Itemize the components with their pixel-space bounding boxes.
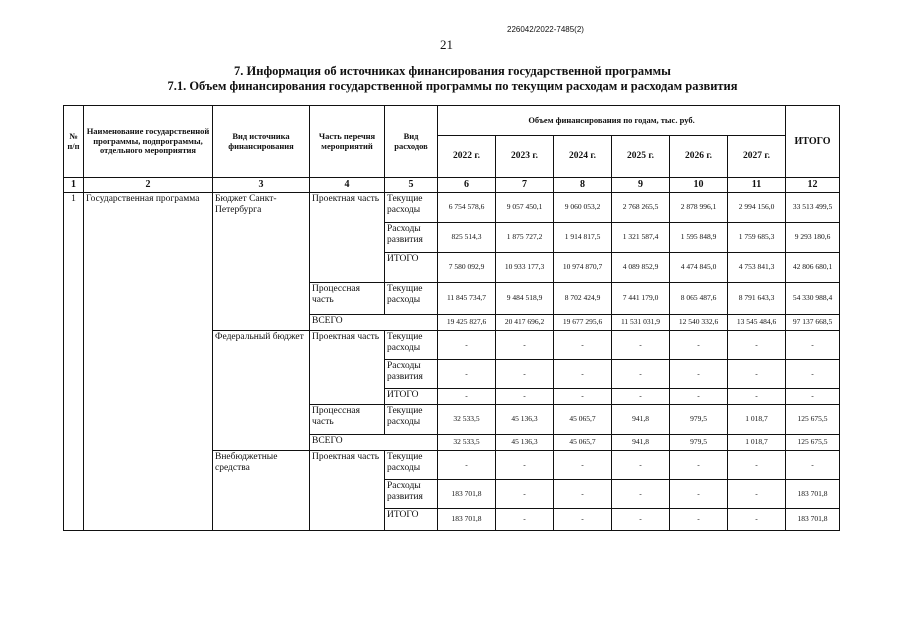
table-row bbox=[64, 193, 840, 223]
value-cell: 32 533,5 bbox=[438, 405, 496, 435]
value-cell: - bbox=[670, 451, 728, 480]
expense-itogo: ИТОГО bbox=[385, 509, 438, 531]
column-number: 7 bbox=[496, 178, 554, 193]
value-cell: 979,5 bbox=[670, 435, 728, 451]
header-expense-type: Вид расходов bbox=[385, 106, 438, 178]
row-number: 1 bbox=[64, 193, 84, 531]
value-cell: - bbox=[670, 509, 728, 531]
total-cell: - bbox=[786, 331, 840, 360]
value-cell: 1 018,7 bbox=[728, 405, 786, 435]
value-cell: 7 580 092,9 bbox=[438, 253, 496, 283]
expense-current: Текущие расходы bbox=[385, 193, 438, 223]
page-number: 21 bbox=[440, 37, 453, 52]
total-cell: - bbox=[786, 360, 840, 389]
value-cell: - bbox=[554, 389, 612, 405]
header-total: ИТОГО bbox=[786, 106, 840, 178]
value-cell: - bbox=[554, 480, 612, 509]
value-cell: 12 540 332,6 bbox=[670, 315, 728, 331]
value-cell: 9 060 053,2 bbox=[554, 193, 612, 223]
value-cell: - bbox=[612, 331, 670, 360]
value-cell: 45 065,7 bbox=[554, 405, 612, 435]
value-cell: - bbox=[728, 331, 786, 360]
value-cell: 825 514,3 bbox=[438, 223, 496, 253]
total-cell: - bbox=[786, 389, 840, 405]
column-number: 9 bbox=[612, 178, 670, 193]
value-cell: - bbox=[438, 360, 496, 389]
value-cell: - bbox=[612, 480, 670, 509]
expense-itogo: ИТОГО bbox=[385, 389, 438, 405]
column-number: 3 bbox=[213, 178, 310, 193]
value-cell: 941,8 bbox=[612, 435, 670, 451]
header-year: 2022 г. bbox=[438, 136, 496, 178]
expense-current: Текущие расходы bbox=[385, 451, 438, 480]
total-cell: - bbox=[786, 451, 840, 480]
value-cell: - bbox=[438, 451, 496, 480]
expense-development: Расходы развития bbox=[385, 223, 438, 253]
total-cell: 125 675,5 bbox=[786, 435, 840, 451]
part-project: Проектная часть bbox=[310, 331, 385, 405]
total-cell: 125 675,5 bbox=[786, 405, 840, 435]
expense-itogo: ИТОГО bbox=[385, 253, 438, 283]
value-cell: 45 136,3 bbox=[496, 435, 554, 451]
vsego-label: ВСЕГО bbox=[310, 315, 438, 331]
value-cell: - bbox=[496, 480, 554, 509]
program-name: Государственная программа bbox=[84, 193, 213, 531]
column-number: 2 bbox=[84, 178, 213, 193]
part-project: Проектная часть bbox=[310, 193, 385, 283]
header-year: 2025 г. bbox=[612, 136, 670, 178]
value-cell: - bbox=[554, 360, 612, 389]
value-cell: 11 845 734,7 bbox=[438, 283, 496, 315]
expense-current: Текущие расходы bbox=[385, 405, 438, 435]
header-year: 2027 г. bbox=[728, 136, 786, 178]
value-cell: - bbox=[670, 360, 728, 389]
value-cell: 45 065,7 bbox=[554, 435, 612, 451]
source-spb-budget: Бюджет Санкт-Петербурга bbox=[213, 193, 310, 331]
value-cell: 1 914 817,5 bbox=[554, 223, 612, 253]
column-number: 4 bbox=[310, 178, 385, 193]
value-cell: 10 933 177,3 bbox=[496, 253, 554, 283]
source-extra-budgetary: Внебюджетные средства bbox=[213, 451, 310, 531]
header-name: Наименование государственной программы, подпрограммы, отдельного мероприятия bbox=[84, 106, 213, 178]
value-cell: - bbox=[612, 389, 670, 405]
value-cell: 19 677 295,6 bbox=[554, 315, 612, 331]
expense-development: Расходы развития bbox=[385, 480, 438, 509]
part-process: Процессная часть bbox=[310, 283, 385, 315]
value-cell: 1 759 685,3 bbox=[728, 223, 786, 253]
expense-current: Текущие расходы bbox=[385, 331, 438, 360]
value-cell: - bbox=[728, 389, 786, 405]
total-cell: 183 701,8 bbox=[786, 509, 840, 531]
value-cell: 8 065 487,6 bbox=[670, 283, 728, 315]
value-cell: - bbox=[612, 509, 670, 531]
value-cell: 1 018,7 bbox=[728, 435, 786, 451]
value-cell: 6 754 578,6 bbox=[438, 193, 496, 223]
value-cell: 1 595 848,9 bbox=[670, 223, 728, 253]
value-cell: - bbox=[496, 509, 554, 531]
header-num: № п/п bbox=[64, 106, 84, 178]
expense-current: Текущие расходы bbox=[385, 283, 438, 315]
value-cell: 183 701,8 bbox=[438, 480, 496, 509]
value-cell: - bbox=[438, 331, 496, 360]
value-cell: 8 702 424,9 bbox=[554, 283, 612, 315]
column-number: 8 bbox=[554, 178, 612, 193]
value-cell: - bbox=[728, 360, 786, 389]
total-cell: 33 513 499,5 bbox=[786, 193, 840, 223]
value-cell: 4 089 852,9 bbox=[612, 253, 670, 283]
value-cell: - bbox=[496, 331, 554, 360]
value-cell: 1 321 587,4 bbox=[612, 223, 670, 253]
total-cell: 54 330 988,4 bbox=[786, 283, 840, 315]
value-cell: 9 057 450,1 bbox=[496, 193, 554, 223]
header-source: Вид источника финансирования bbox=[213, 106, 310, 178]
header-volume: Объем финансирования по годам, тыс. руб. bbox=[438, 106, 786, 136]
financing-table bbox=[63, 105, 840, 531]
value-cell: - bbox=[554, 451, 612, 480]
total-cell: 42 806 680,1 bbox=[786, 253, 840, 283]
total-cell: 183 701,8 bbox=[786, 480, 840, 509]
vsego-label: ВСЕГО bbox=[310, 435, 438, 451]
value-cell: - bbox=[728, 480, 786, 509]
value-cell: - bbox=[438, 389, 496, 405]
subsection-title: 7.1. Объем финансирования государственной программы по текущим расходам и расходам развития bbox=[167, 79, 738, 93]
document-number: 226042/2022-7485(2) bbox=[507, 25, 584, 34]
value-cell: - bbox=[554, 509, 612, 531]
column-number: 6 bbox=[438, 178, 496, 193]
value-cell: 20 417 696,2 bbox=[496, 315, 554, 331]
expense-development: Расходы развития bbox=[385, 360, 438, 389]
value-cell: 2 768 265,5 bbox=[612, 193, 670, 223]
value-cell: 979,5 bbox=[670, 405, 728, 435]
value-cell: 1 875 727,2 bbox=[496, 223, 554, 253]
value-cell: 32 533,5 bbox=[438, 435, 496, 451]
value-cell: 45 136,3 bbox=[496, 405, 554, 435]
value-cell: - bbox=[670, 331, 728, 360]
value-cell: - bbox=[612, 360, 670, 389]
value-cell: - bbox=[496, 451, 554, 480]
value-cell: 13 545 484,6 bbox=[728, 315, 786, 331]
total-cell: 97 137 668,5 bbox=[786, 315, 840, 331]
header-year: 2023 г. bbox=[496, 136, 554, 178]
value-cell: 4 753 841,3 bbox=[728, 253, 786, 283]
header-part: Часть перечня мероприятий bbox=[310, 106, 385, 178]
value-cell: 11 531 031,9 bbox=[612, 315, 670, 331]
total-cell: 9 293 180,6 bbox=[786, 223, 840, 253]
value-cell: 10 974 870,7 bbox=[554, 253, 612, 283]
value-cell: - bbox=[554, 331, 612, 360]
value-cell: 2 994 156,0 bbox=[728, 193, 786, 223]
value-cell: 941,8 bbox=[612, 405, 670, 435]
value-cell: 19 425 827,6 bbox=[438, 315, 496, 331]
value-cell: 4 474 845,0 bbox=[670, 253, 728, 283]
value-cell: - bbox=[728, 451, 786, 480]
part-project: Проектная часть bbox=[310, 451, 385, 531]
value-cell: - bbox=[496, 360, 554, 389]
column-number: 1 bbox=[64, 178, 84, 193]
column-number: 10 bbox=[670, 178, 728, 193]
value-cell: - bbox=[496, 389, 554, 405]
column-number: 11 bbox=[728, 178, 786, 193]
source-federal-budget: Федеральный бюджет bbox=[213, 331, 310, 451]
value-cell: 2 878 996,1 bbox=[670, 193, 728, 223]
header-year: 2026 г. bbox=[670, 136, 728, 178]
section-title: 7. Информация об источниках финансирования государственной программы bbox=[234, 64, 671, 78]
value-cell: 7 441 179,0 bbox=[612, 283, 670, 315]
value-cell: - bbox=[670, 389, 728, 405]
header-year: 2024 г. bbox=[554, 136, 612, 178]
value-cell: - bbox=[728, 509, 786, 531]
value-cell: 8 791 643,3 bbox=[728, 283, 786, 315]
column-number: 5 bbox=[385, 178, 438, 193]
value-cell: - bbox=[612, 451, 670, 480]
value-cell: 183 701,8 bbox=[438, 509, 496, 531]
value-cell: - bbox=[670, 480, 728, 509]
column-number: 12 bbox=[786, 178, 840, 193]
value-cell: 9 484 518,9 bbox=[496, 283, 554, 315]
part-process: Процессная часть bbox=[310, 405, 385, 435]
